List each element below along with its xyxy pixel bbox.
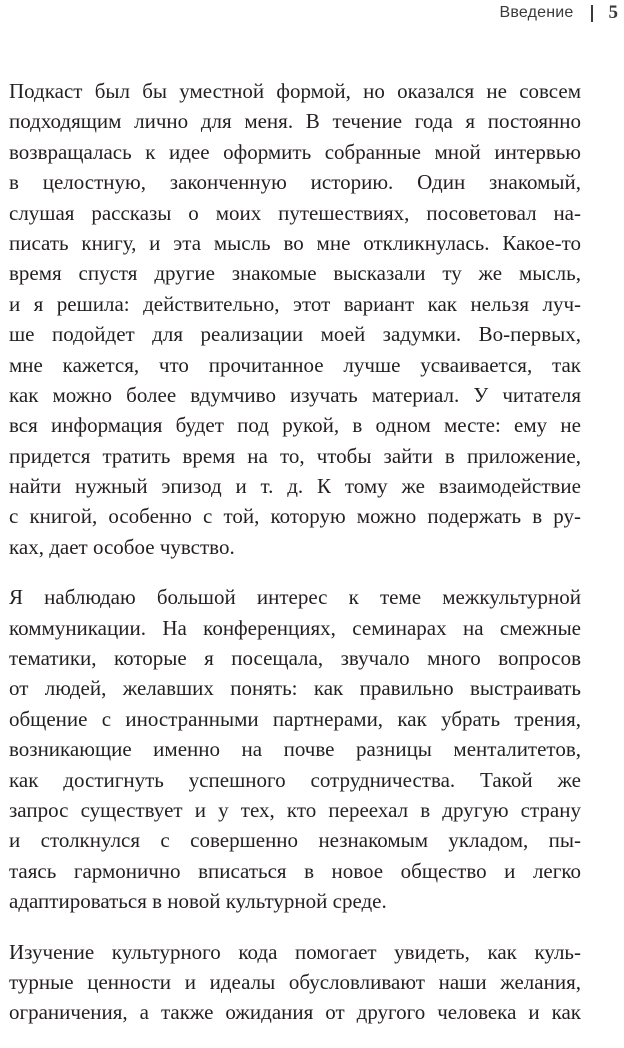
text-line: от людей, желавших понять: как правильно выстраивать [9,676,581,701]
text-line: ше подойдет для реализации моей задумки. Во-первых, [9,322,581,347]
text-line: турные ценности и идеалы обусловливают наши желания, [9,969,581,994]
text-line: с книгой, особенно с той, которую можно подержать в ру- [9,504,581,529]
text-line: писать книгу, и эта мысль во мне откликнулась. Какое-то [9,230,581,255]
text-line: как можно более вдумчиво изучать материал. У читателя [9,382,581,407]
text-line: возвращалась к идее оформить собранные мной интервью [9,139,581,164]
section-title: Введение [499,4,574,21]
text-line: адаптироваться в новой культурной среде. [9,889,387,914]
text-line: и я решила: действительно, этот вариант как нельзя луч- [9,291,581,316]
text-line: в целостную, законченную историю. Один знакомый, [9,170,581,195]
paragraph [9,582,581,916]
text-line: ограничения, а также ожидания от другого человека и как [9,1000,581,1025]
body-text [9,76,581,1048]
text-line: время спустя другие знакомые высказали ту же мысль, [9,261,581,286]
text-line: мне кажется, что прочитанное лучше усваивается, так [9,352,581,377]
text-line: Я наблюдаю большой интерес к теме межкультурной [9,585,581,610]
text-line: запрос существует и у тех, кто переехал в другую страну [9,797,581,822]
text-line: слушая рассказы о моих путешествиях, посоветовал на- [9,200,581,225]
text-line: тематики, которые я посещала, звучало много вопросов [9,646,581,671]
text-line: как достигнуть успешного сотрудничества. Такой же [9,767,581,792]
text-line: вся информация будет под рукой, в одном месте: ему не [9,413,581,438]
text-line: Изучение культурного кода помогает увидеть, как куль- [9,939,581,964]
page-number: 5 [608,2,618,23]
paragraph [9,76,581,562]
text-line: подходящим лично для меня. В течение года я постоянно [9,109,581,134]
running-header [499,0,624,26]
text-line: и столкнулся с совершенно незнакомым укладом, пы- [9,828,581,853]
text-line: таясь гармонично вписаться в новое общество и легко [9,858,581,883]
text-line: коммуникации. На конференциях, семинарах на смежные [9,615,581,640]
text-line: Подкаст был бы уместной формой, но оказался не совсем [9,79,581,103]
text-line: ках, дает особое чувство. [9,534,235,559]
text-line: найти нужный эпизод и т. д. К тому же взаимодействие [9,474,581,499]
text-line: возникающие именно на почве разницы менталитетов, [9,737,581,762]
text-line: общение с иностранными партнерами, как убрать трения, [9,706,581,731]
header-divider [591,5,593,22]
text-line: придется тратить время на то, чтобы зайти в приложение, [9,443,581,468]
paragraph [9,937,581,1028]
